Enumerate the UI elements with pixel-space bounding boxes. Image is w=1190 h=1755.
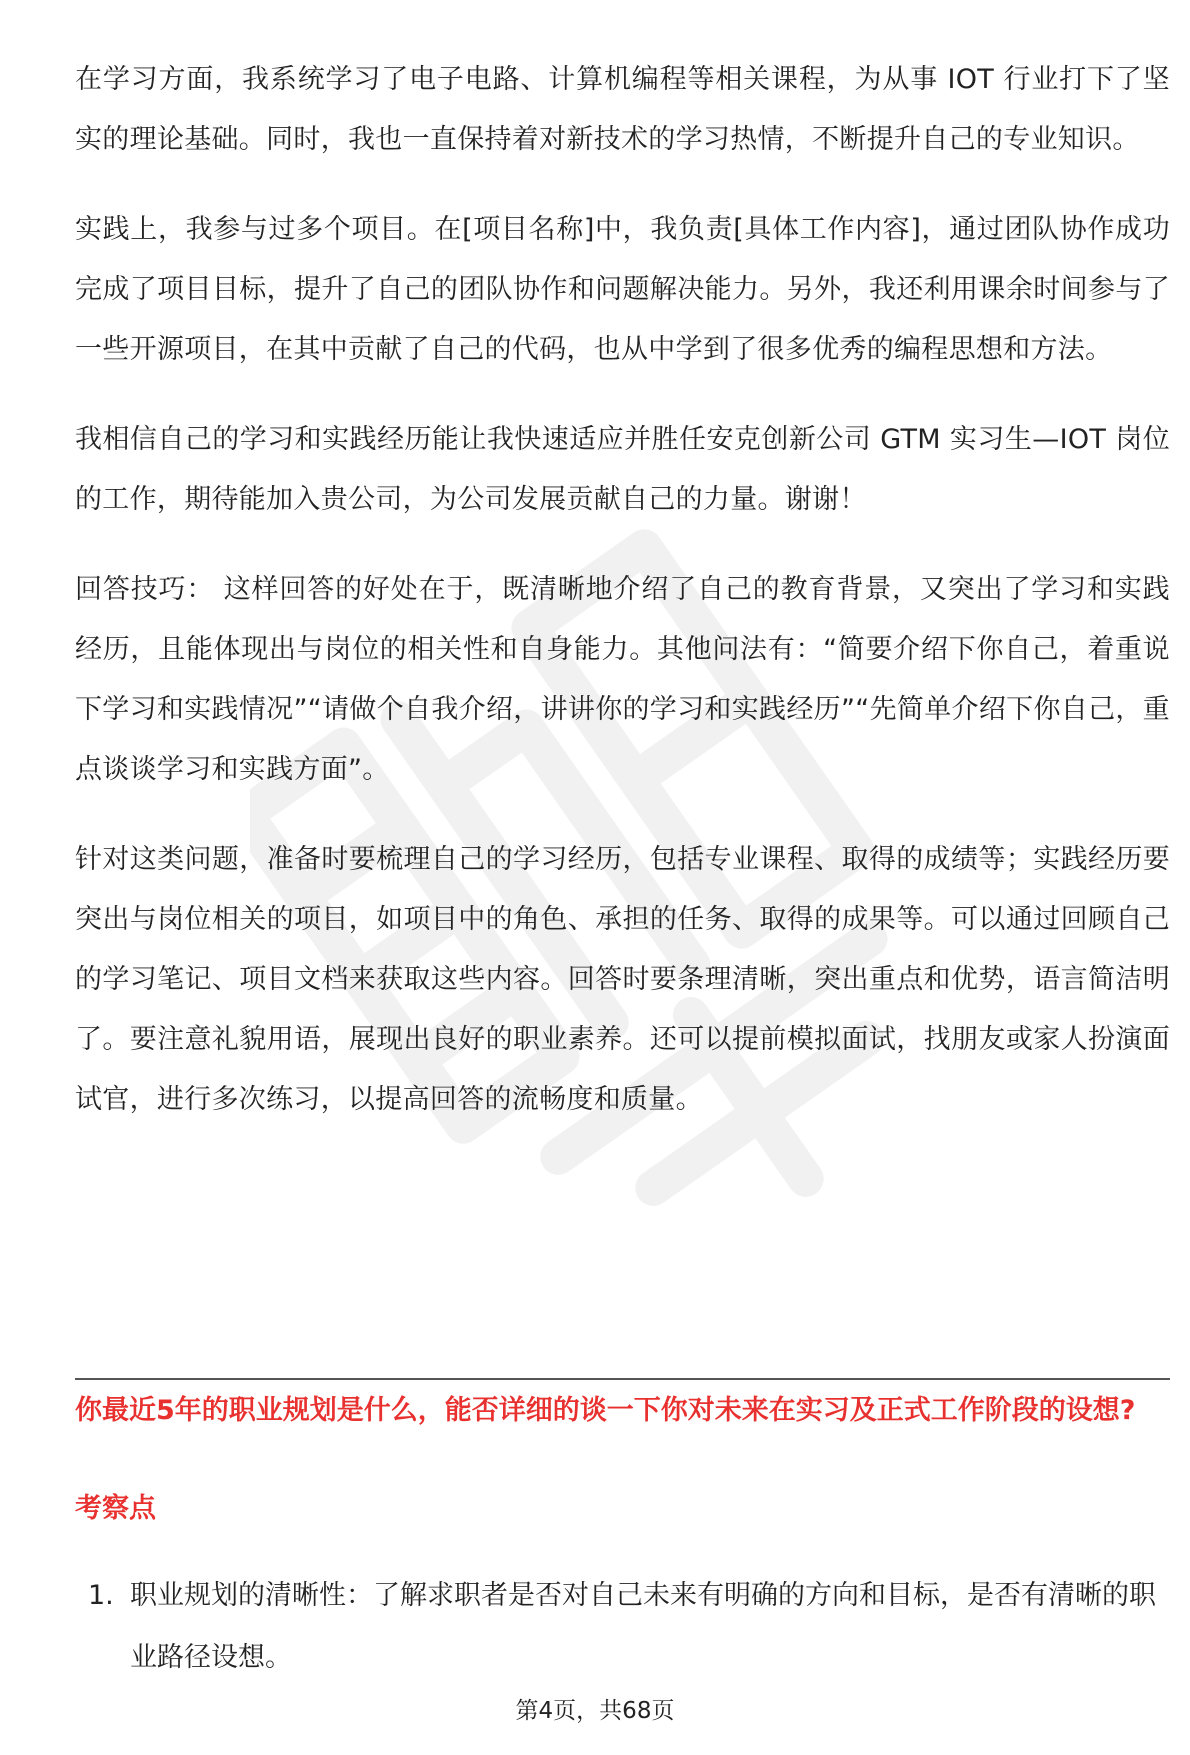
subheading-assessment-points: 考察点: [75, 1493, 156, 1524]
section-divider: [75, 1378, 1170, 1380]
page-footer: 第4页，共68页: [515, 1698, 675, 1724]
paragraph-answer-tips: 回答技巧： 这样回答的好处在于，既清晰地介绍了自己的教育背景，又突出了学习和实践经历，且能体现出与岗位的相关性和自身能力。其他问法有：“简要介绍下你自己，着重说下学习和实践情况”“请做个自我介绍，讲讲你的学习和实践经历”“先简单介绍下你自己，重点谈谈学习和实践方面”。: [75, 574, 1170, 785]
question-heading: 你最近5年的职业规划是什么，能否详细的谈一下你对未来在实习及正式工作阶段的设想?: [75, 1395, 1136, 1426]
paragraph-preparation: 针对这类问题，准备时要梳理自己的学习经历，包括专业课程、取得的成绩等；实践经历要突出与岗位相关的项目，如项目中的角色、承担的任务、取得的成果等。可以通过回顾自己的学习笔记、项目文档来获取这些内容。回答时要条理清晰，突出重点和优势，语言简洁明了。要注意礼貌用语，展现出良好的职业素养。还可以提前模拟面试，找朋友或家人扮演面试官，进行多次练习，以提高回答的流畅度和质量。: [75, 844, 1170, 1115]
paragraph-study: 在学习方面，我系统学习了电子电路、计算机编程等相关课程，为从事 IOT 行业打下了坚实的理论基础。同时，我也一直保持着对新技术的学习热情，不断提升自己的专业知识。: [75, 64, 1170, 155]
assessment-points-list: [88, 1565, 1170, 1689]
list-item-text: 职业规划的清晰性：了解求职者是否对自己未来有明确的方向和目标，是否有清晰的职业路径设想。: [130, 1580, 1156, 1673]
body-content: [75, 50, 1170, 1160]
list-item: [88, 1565, 1170, 1689]
paragraph-conclusion: 我相信自己的学习和实践经历能让我快速适应并胜任安克创新公司 GTM 实习生—IOT 岗位的工作，期待能加入贵公司，为公司发展贡献自己的力量。谢谢！: [75, 424, 1170, 515]
paragraph-practice: 实践上，我参与过多个项目。在[项目名称]中，我负责[具体工作内容]，通过团队协作成功完成了项目目标，提升了自己的团队协作和问题解决能力。另外，我还利用课余时间参与了一些开源项目，在其中贡献了自己的代码，也从中学到了很多优秀的编程思想和方法。: [75, 214, 1170, 365]
list-item-number: 1.: [88, 1580, 114, 1611]
